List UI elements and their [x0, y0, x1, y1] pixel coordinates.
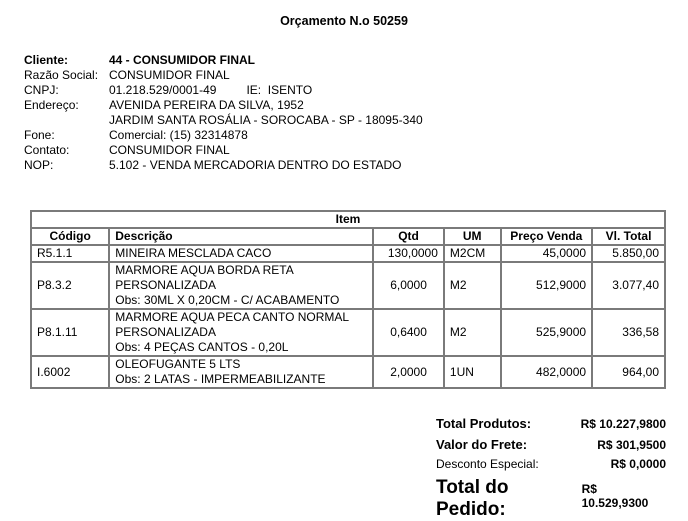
- fone-row: [24, 128, 423, 143]
- desconto-row: [436, 457, 666, 477]
- cell-descricao: MINEIRA MESCLADA CACO: [109, 245, 373, 262]
- cell-preco: 482,0000: [501, 356, 593, 388]
- cell-um: 1UN: [444, 356, 501, 388]
- razao-value: CONSUMIDOR FINAL: [109, 68, 230, 82]
- cell-total: 964,00: [592, 356, 665, 388]
- total-produtos-value: R$ 10.227,9800: [580, 417, 666, 431]
- cell-codigo: R5.1.1: [31, 245, 109, 262]
- cell-qtd: 130,0000: [373, 245, 444, 262]
- items-table: [30, 210, 666, 389]
- col-total: Vl. Total: [592, 228, 665, 245]
- cell-um: M2CM: [444, 245, 501, 262]
- client-value: 44 - CONSUMIDOR FINAL: [109, 53, 256, 67]
- cnpj-value: 01.218.529/0001-49: [109, 83, 217, 97]
- total-pedido-value: R$ 10.529,9300: [581, 482, 649, 510]
- table-title-row: [31, 211, 665, 228]
- nop-value: 5.102 - VENDA MERCADORIA DENTRO DO ESTADO: [109, 158, 402, 172]
- cell-codigo: I.6002: [31, 356, 109, 388]
- cell-descricao: MARMORE AQUA BORDA RETA PERSONALIZADA Obs: 30ML X 0,20CM - C/ ACABAMENTO: [109, 262, 373, 309]
- desconto-label: Desconto Especial:: [436, 457, 539, 471]
- cnpj-label: CNPJ:: [24, 83, 59, 97]
- col-preco: Preço Venda: [501, 228, 593, 245]
- ie-value: ISENTO: [267, 83, 313, 97]
- total-pedido-label: Total do Pedido:: [436, 477, 509, 520]
- razao-label: Razão Social:: [24, 68, 99, 82]
- cell-preco: 45,0000: [501, 245, 593, 262]
- cell-qtd: 2,0000: [373, 356, 444, 388]
- col-qtd: Qtd: [373, 228, 444, 245]
- cell-qtd: 0,6400: [373, 309, 444, 356]
- endereco-row-2: [24, 113, 423, 128]
- frete-row: [436, 437, 666, 457]
- obs: Obs: 30ML X 0,20CM - C/ ACABAMENTO: [115, 293, 340, 307]
- col-codigo: Código: [31, 228, 109, 245]
- razao-row: [24, 68, 423, 83]
- fone-label: Fone:: [24, 128, 55, 142]
- page-title: Orçamento N.o 50259: [280, 14, 408, 28]
- table-row: [31, 245, 665, 262]
- cell-preco: 525,9000: [501, 309, 593, 356]
- col-um: UM: [444, 228, 501, 245]
- cell-qtd: 6,0000: [373, 262, 444, 309]
- col-descricao: Descrição: [109, 228, 373, 245]
- contato-row: [24, 143, 423, 158]
- ie-label: IE:: [246, 83, 262, 97]
- cell-total: 336,58: [592, 309, 665, 356]
- endereco-row: [24, 98, 423, 113]
- total-produtos-label: Total Produtos:: [436, 416, 532, 431]
- obs: Obs: 2 LATAS - IMPERMEABILIZANTE: [115, 372, 326, 386]
- nop-row: [24, 158, 423, 173]
- cell-codigo: P8.1.11: [31, 309, 109, 356]
- totals-block: [436, 416, 666, 520]
- endereco-line1: AVENIDA PEREIRA DA SILVA, 1952: [109, 98, 304, 112]
- table-row: [31, 309, 665, 356]
- cell-preco: 512,9000: [501, 262, 593, 309]
- frete-label: Valor do Frete:: [436, 437, 528, 452]
- cell-um: M2: [444, 309, 501, 356]
- contato-label: Contato:: [24, 143, 70, 157]
- table-title: Item: [31, 211, 665, 228]
- contato-value: CONSUMIDOR FINAL: [109, 143, 230, 157]
- client-info: [24, 53, 423, 173]
- desconto-value: R$ 0,0000: [610, 457, 666, 471]
- endereco-label: Endereço:: [24, 98, 79, 112]
- client-label: Cliente:: [24, 53, 69, 67]
- client-row: [24, 53, 423, 68]
- frete-value: R$ 301,9500: [597, 438, 666, 452]
- nop-label: NOP:: [24, 158, 54, 172]
- cell-descricao: MARMORE AQUA PECA CANTO NORMAL PERSONALIZADA Obs: 4 PEÇAS CANTOS - 0,20L: [109, 309, 373, 356]
- cell-total: 5.850,00: [592, 245, 665, 262]
- table-header-row: [31, 228, 665, 245]
- total-pedido-row: [436, 477, 666, 520]
- cell-um: M2: [444, 262, 501, 309]
- total-produtos-row: [436, 416, 666, 437]
- cell-codigo: P8.3.2: [31, 262, 109, 309]
- cell-total: 3.077,40: [592, 262, 665, 309]
- cnpj-row: [24, 83, 423, 98]
- table-row: [31, 262, 665, 309]
- endereco-line2: JARDIM SANTA ROSÁLIA - SOROCABA - SP - 18095-340: [109, 113, 423, 127]
- fone-value: Comercial: (15) 32314878: [109, 128, 248, 142]
- cell-descricao: OLEOFUGANTE 5 LTS Obs: 2 LATAS - IMPERMEABILIZANTE: [109, 356, 373, 388]
- obs: Obs: 4 PEÇAS CANTOS - 0,20L: [115, 340, 289, 354]
- table-row: [31, 356, 665, 388]
